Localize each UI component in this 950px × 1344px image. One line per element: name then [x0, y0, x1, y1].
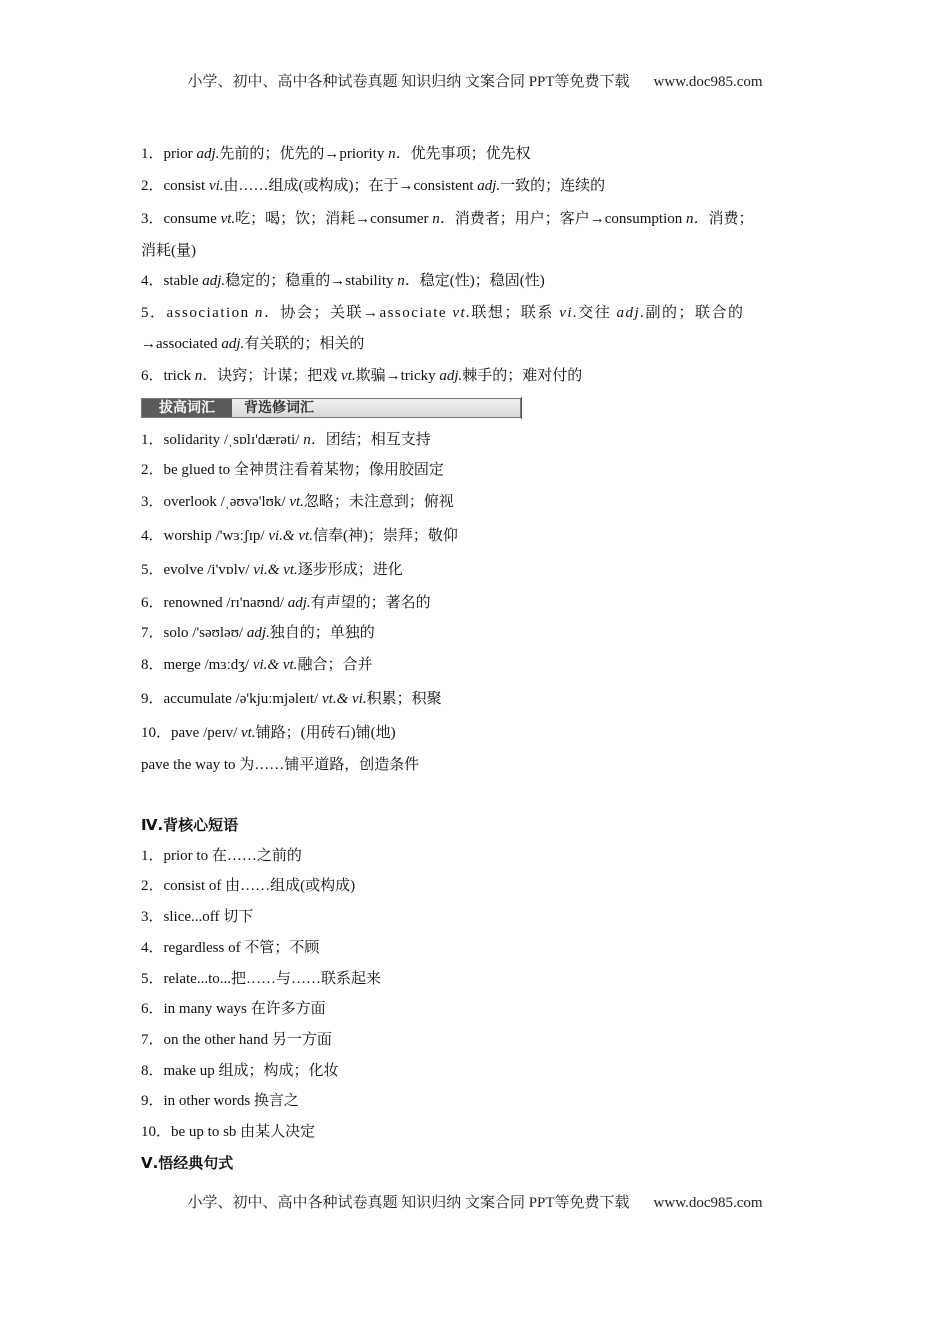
- adv-line-3: [141, 492, 454, 512]
- definition: 优先事项；优先权: [410, 146, 531, 162]
- part-of-speech: adj.: [196, 146, 220, 162]
- item-number: 2．: [141, 462, 164, 478]
- definition: 由……组成(或构成)；在于→consistent: [223, 178, 478, 194]
- part-of-speech: adj.: [202, 273, 226, 289]
- word-phonetic: renowned /rɪ'naʊnd/: [163, 595, 288, 611]
- phrase-text: in other words 换言之: [163, 1093, 299, 1109]
- word: consume: [163, 211, 221, 227]
- word-phonetic: accumulate /ə'kjuːmjəleɪt/: [163, 691, 322, 707]
- vocab-line-4: [141, 271, 545, 291]
- header-text: 小学、初中、高中各种试卷真题 知识归纳 文案合同 PPT等免费下载: [187, 74, 630, 90]
- adv-line-10: [141, 723, 396, 743]
- definition: 棘手的；难对付的: [462, 368, 583, 384]
- adv-line-8: [141, 655, 372, 675]
- definition: 稳定的；稳重的→stability: [225, 273, 398, 289]
- definition: 信奉(神)；崇拜；敬仰: [312, 528, 458, 544]
- phrase-line-9: [141, 1091, 299, 1111]
- phrase-line-2: [141, 876, 355, 896]
- adv-line-4: [141, 526, 458, 546]
- vocab-line-2: [141, 176, 605, 196]
- item-number: 1．: [141, 848, 164, 864]
- part-of-speech: vi.: [208, 178, 224, 194]
- adv-line-5: [141, 560, 403, 580]
- phrase-line-4: [141, 938, 319, 958]
- adv-line-7: [141, 623, 375, 643]
- definition: 交往: [578, 305, 617, 321]
- item-number: 3．: [141, 211, 164, 227]
- item-number: 4．: [141, 528, 164, 544]
- item-number: 6．: [141, 1001, 164, 1017]
- definition: 联想；联系: [471, 305, 560, 321]
- header-site: www.doc985.com: [653, 74, 763, 90]
- page-footer: [0, 1191, 950, 1212]
- word-phonetic: solidarity /ˌsɒlɪ'dærəti/: [163, 432, 304, 448]
- phrase-text: make up 组成；构成；化妆: [163, 1063, 339, 1079]
- part-of-speech: n．: [303, 432, 326, 448]
- definition: 积累；积聚: [366, 691, 442, 707]
- item-number: 9．: [141, 1093, 164, 1109]
- part-of-speech: vt.: [452, 305, 472, 321]
- item-number: 9．: [141, 691, 164, 707]
- phrase-text: regardless of 不管；不顾: [163, 940, 320, 956]
- footer-text: 小学、初中、高中各种试卷真题 知识归纳 文案合同 PPT等免费下载: [187, 1195, 630, 1211]
- word: →associated: [141, 336, 222, 352]
- item-number: 2．: [141, 178, 164, 194]
- definition: 稳定(性)；稳固(性): [419, 273, 545, 289]
- part-of-speech: n．: [388, 146, 411, 162]
- word-phonetic: evolve /i'vɒlv/: [163, 562, 254, 578]
- definition: 全神贯注看着某物；像用胶固定: [233, 462, 444, 478]
- definition: 铺路；(用砖石)铺(地): [255, 725, 396, 741]
- item-number: 3．: [141, 494, 164, 510]
- definition: 有声望的；著名的: [310, 595, 431, 611]
- section-5-title: Ⅴ.悟经典句式: [141, 1154, 234, 1172]
- item-number: 1．: [141, 146, 164, 162]
- part-of-speech: adj.: [221, 336, 245, 352]
- definition: 融合；合并: [297, 657, 373, 673]
- definition: 诀窍；计谋；把戏: [217, 368, 342, 384]
- adv-line-6: [141, 593, 431, 613]
- part-of-speech: adj.: [477, 178, 501, 194]
- phrase-text: relate...to...把……与……联系起来: [163, 971, 381, 987]
- page-header: [0, 70, 950, 91]
- part-of-speech: n．: [254, 305, 281, 321]
- item-number: 5．: [141, 562, 164, 578]
- item-number: 7．: [141, 1032, 164, 1048]
- word-phonetic: be glued to: [163, 462, 234, 478]
- definition: 逐步形成；进化: [297, 562, 403, 578]
- adv-line-1: [141, 430, 431, 450]
- section-4-title: Ⅳ.背核心短语: [141, 816, 239, 834]
- phrase-text: prior to 在……之前的: [163, 848, 302, 864]
- phrase-line-1: [141, 846, 302, 866]
- word: prior: [163, 146, 197, 162]
- vocab-line-1: [141, 144, 531, 164]
- vocab-line-3-cont: 消耗(量): [141, 243, 196, 259]
- item-number: 10．: [141, 1124, 172, 1140]
- phrase-line-3: [141, 907, 253, 927]
- part-of-speech: adj.: [439, 368, 463, 384]
- part-of-speech: vi.& vt.: [253, 562, 298, 578]
- part-of-speech: vi.: [559, 305, 579, 321]
- part-of-speech: n．: [194, 368, 218, 384]
- phrase-line-8: [141, 1061, 339, 1081]
- vocab-line-6: [141, 366, 582, 386]
- item-number: 2．: [141, 878, 164, 894]
- item-number: 6．: [141, 595, 164, 611]
- part-of-speech: adj.: [287, 595, 311, 611]
- section-banner: [141, 398, 521, 418]
- vocab-line-5: [141, 303, 744, 323]
- part-of-speech: vt.: [220, 211, 236, 227]
- banner-end-divider: [521, 397, 522, 419]
- definition: 独自的；单独的: [269, 625, 375, 641]
- adv-line-9: [141, 689, 442, 709]
- part-of-speech: vt.: [241, 725, 256, 741]
- footer-site: www.doc985.com: [653, 1195, 763, 1211]
- word-phonetic: pave /peɪv/: [171, 725, 241, 741]
- part-of-speech: adj.: [616, 305, 646, 321]
- phrase-line-10: [141, 1122, 315, 1142]
- part-of-speech: vt.& vi.: [322, 691, 367, 707]
- adv-line-2: [141, 460, 444, 480]
- banner-label-left: 拔高词汇: [142, 399, 232, 417]
- part-of-speech: vt.: [341, 368, 356, 384]
- phrase-text: on the other hand 另一方面: [163, 1032, 332, 1048]
- phrase-text: be up to sb 由某人决定: [171, 1124, 316, 1140]
- part-of-speech: n．: [397, 273, 420, 289]
- word-phonetic: worship /'wɜːʃɪp/: [163, 528, 269, 544]
- word-phonetic: merge /mɜːdʒ/: [163, 657, 253, 673]
- definition: 团结；相互支持: [325, 432, 431, 448]
- word-phonetic: overlook /ˌəʊvə'lʊk/: [163, 494, 290, 510]
- phrase-line-5: [141, 969, 381, 989]
- item-number: 8．: [141, 657, 164, 673]
- definition: 协会；关联→associate: [280, 305, 453, 321]
- part-of-speech: adj.: [246, 625, 270, 641]
- part-of-speech: n．: [686, 211, 709, 227]
- item-number: 7．: [141, 625, 164, 641]
- word: consist: [163, 178, 209, 194]
- phrase-text: slice...off 切下: [163, 909, 254, 925]
- phrase-line-6: [141, 999, 326, 1019]
- definition: 消费者；用户；客户→consumption: [454, 211, 687, 227]
- part-of-speech: vt.: [289, 494, 304, 510]
- item-number: 1．: [141, 432, 164, 448]
- item-number: 6．: [141, 368, 164, 384]
- definition: 消费；: [708, 211, 754, 227]
- part-of-speech: n．: [432, 211, 455, 227]
- definition: 一致的；连续的: [500, 178, 606, 194]
- definition: 忽略；未注意到；俯视: [303, 494, 454, 510]
- item-number: 4．: [141, 273, 164, 289]
- definition: 先前的；优先的→priority: [219, 146, 389, 162]
- part-of-speech: vi.& vt.: [268, 528, 313, 544]
- item-number: 10．: [141, 725, 172, 741]
- phrase-text: in many ways 在许多方面: [163, 1001, 326, 1017]
- item-number: 5．: [141, 971, 164, 987]
- item-number: 4．: [141, 940, 164, 956]
- word: stable: [163, 273, 203, 289]
- phrase-line-7: [141, 1030, 332, 1050]
- vocab-line-5-cont: [141, 334, 364, 354]
- word: association: [166, 305, 255, 321]
- definition: 吃；喝；饮；消耗→consumer: [235, 211, 433, 227]
- word-phonetic: solo /'səʊləʊ/: [163, 625, 247, 641]
- adv-extra-line: pave the way to 为……铺平道路，创造条件: [141, 757, 420, 773]
- vocab-line-3: [141, 209, 754, 229]
- word: trick: [163, 368, 195, 384]
- part-of-speech: vi.& vt.: [252, 657, 298, 673]
- item-number: 3．: [141, 909, 164, 925]
- item-number: 8．: [141, 1063, 164, 1079]
- banner-label-right: 背选修词汇: [244, 400, 314, 416]
- phrase-text: consist of 由……组成(或构成): [163, 878, 356, 894]
- definition: 副的；联合的: [645, 305, 745, 321]
- item-number: 5．: [141, 305, 167, 321]
- definition: 欺骗→tricky: [355, 368, 440, 384]
- definition: 有关联的；相关的: [244, 336, 365, 352]
